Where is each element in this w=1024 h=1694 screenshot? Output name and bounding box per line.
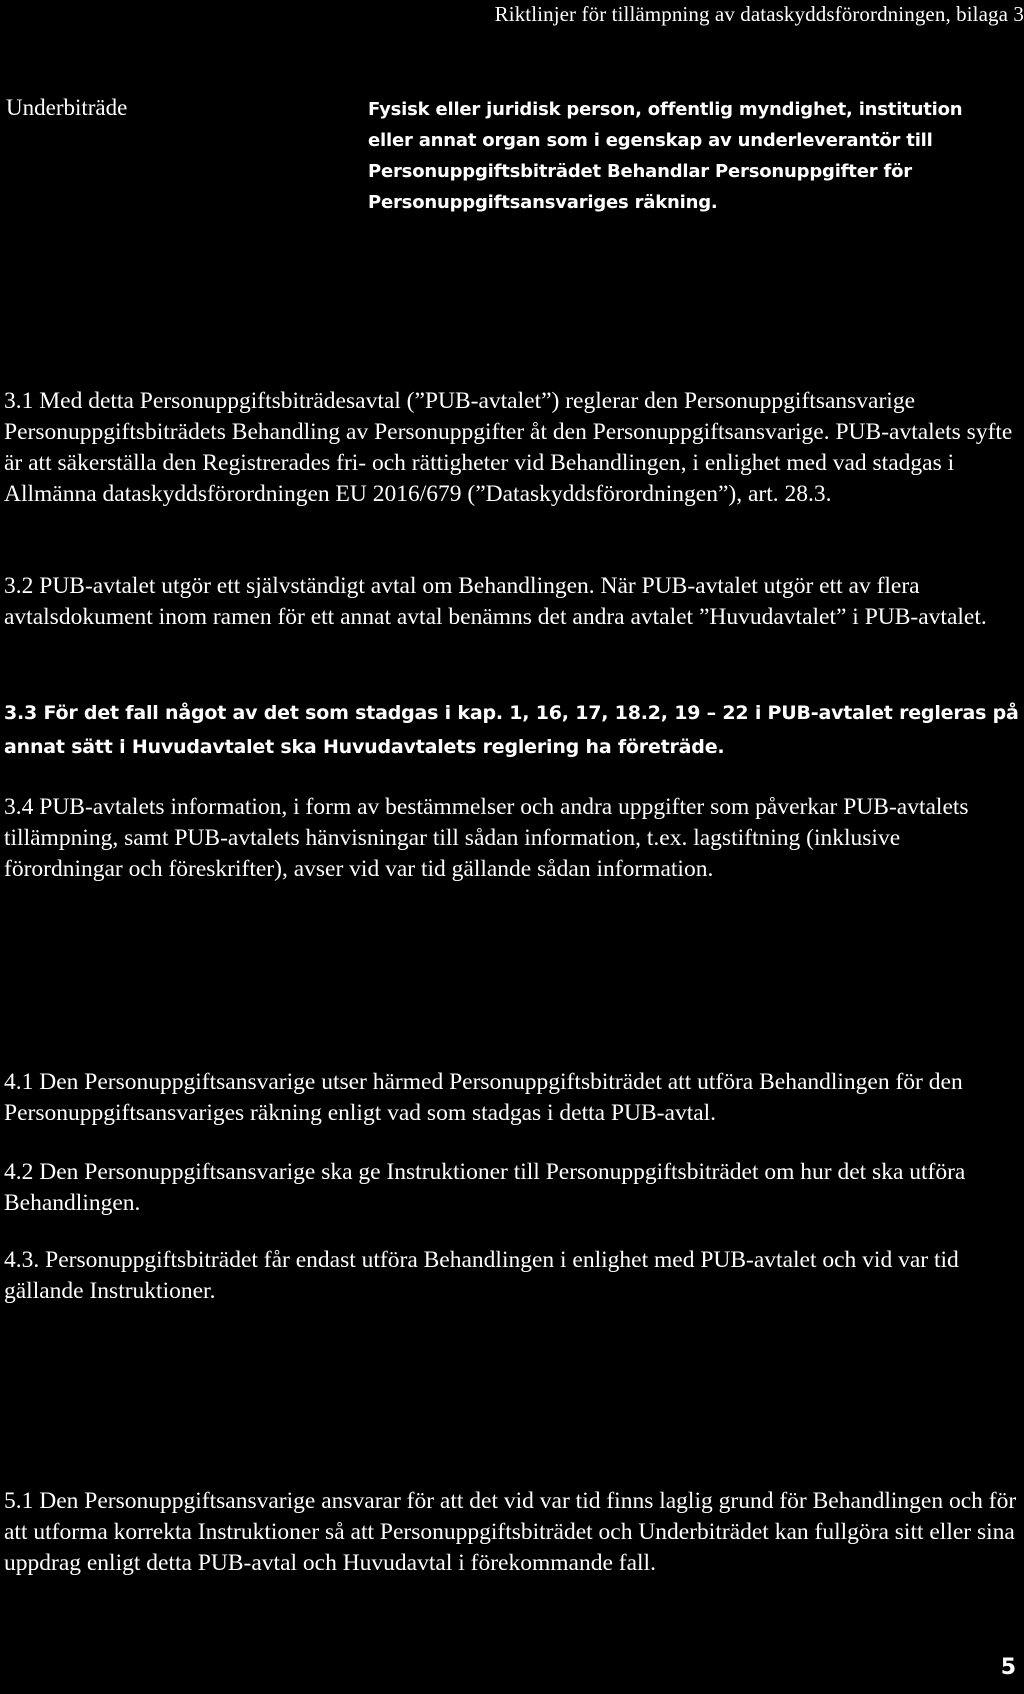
- definition-text: Fysisk eller juridisk person, offentlig myndighet, institution eller annat organ som i egenskap av underleverantör till Personuppgiftsbiträdet Behandlar Personuppgifter för Personuppgiftsansvariges räkning.: [368, 99, 963, 213]
- running-header: Riktlinjer för tillämpning av dataskyddsförordningen, bilaga 3: [494, 2, 1024, 26]
- paragraph-3-3: 3.3 För det fall något av det som stadgas i kap. 1, 16, 17, 18.2, 19 – 22 i PUB-avtalet regleras på annat sätt i Huvudavtalet ska Huvudavtalets reglering ha företräde.: [4, 702, 1019, 758]
- page-number: 5: [1000, 1655, 1016, 1680]
- definition-term: Underbiträde: [6, 95, 128, 120]
- paragraph-4-2: 4.2 Den Personuppgiftsansvarige ska ge Instruktioner till Personuppgiftsbiträdet om hur det ska utföra Behandlingen.: [4, 1159, 966, 1216]
- paragraph-4-1: 4.1 Den Personuppgiftsansvarige utser härmed Personuppgiftsbiträdet att utföra Behandlingen för den Personuppgiftsansvariges räkning enligt vad som stadgas i detta PUB-avtal.: [4, 1069, 963, 1126]
- paragraph-4-3: 4.3. Personuppgiftsbiträdet får endast utföra Behandlingen i enlighet med PUB-avtalet och vid var tid gällande Instruktioner.: [4, 1247, 959, 1304]
- paragraph-3-1: 3.1 Med detta Personuppgiftsbiträdesavtal (”PUB-avtalet”) reglerar den Personuppgiftsansvarige Personuppgiftsbiträdets Behandling av Personuppgifter åt den Personuppgiftsansvarige. PUB-avtalets syfte är att säkerställa den Registrerades fri- och rättigheter vid Behandlingen, i enlighet med vad stadgas i Allmänna dataskyddsförordningen EU 2016/679 (”Dataskyddsförordningen”), art. 28.3.: [4, 388, 1013, 507]
- paragraph-5-1: 5.1 Den Personuppgiftsansvarige ansvarar för att det vid var tid finns laglig grund för Behandlingen och för att utforma korrekta Instruktioner så att Personuppgiftsbiträdet och Underbiträdet kan fullgöra sitt eller sina uppdrag enligt detta PUB-avtal och Huvudavtal i förekommande fall.: [4, 1488, 1017, 1576]
- paragraph-3-2: 3.2 PUB-avtalet utgör ett självständigt avtal om Behandlingen. När PUB-avtalet utgör ett av flera avtalsdokument inom ramen för ett annat avtal benämns det andra avtalet ”Huvudavtalet” i PUB-avtalet.: [4, 573, 987, 630]
- paragraph-3-4: 3.4 PUB-avtalets information, i form av bestämmelser och andra uppgifter som påverkar PUB-avtalets tillämpning, samt PUB-avtalets hänvisningar till sådan information, t.ex. lagstiftning (inklusive förordningar och föreskrifter), avser vid var tid gällande sådan information.: [4, 794, 969, 882]
